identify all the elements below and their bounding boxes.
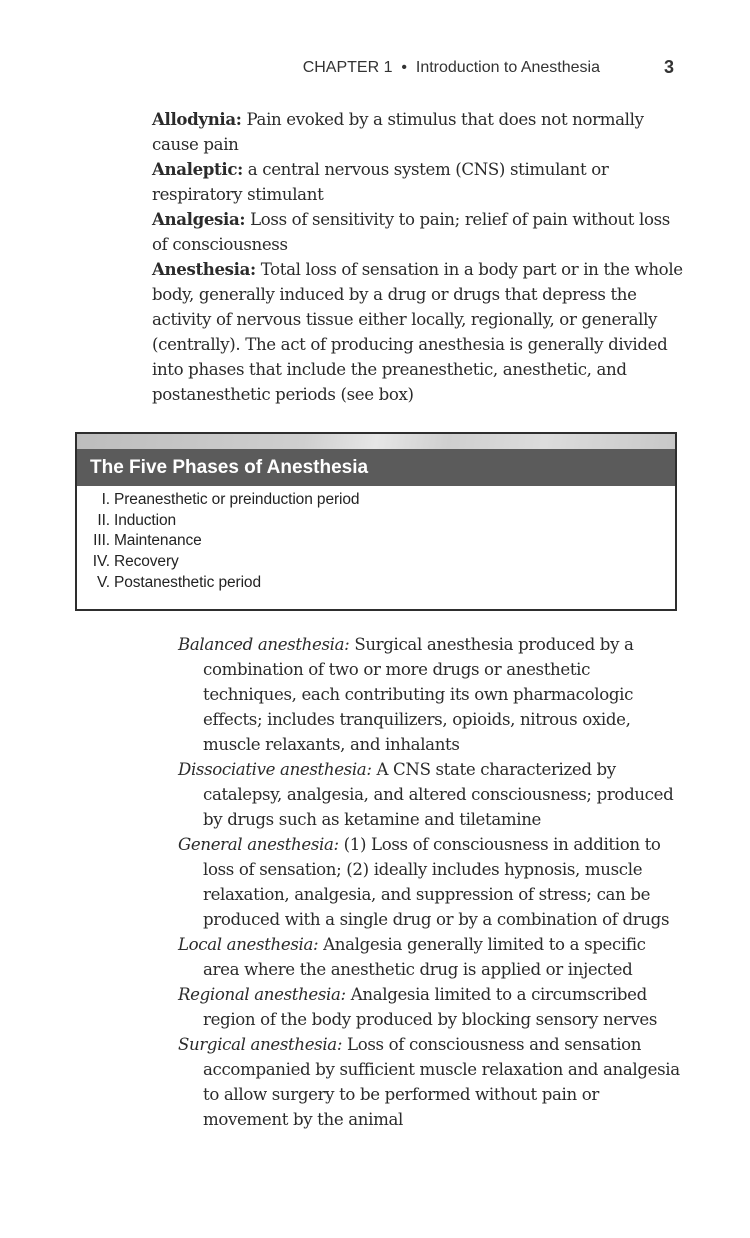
page-number: 3 xyxy=(664,57,675,77)
phase-item xyxy=(77,511,675,532)
phase-item xyxy=(77,531,675,552)
phase-item xyxy=(77,490,675,511)
phases-list xyxy=(77,490,675,594)
type-term: Balanced anesthesia: xyxy=(178,635,350,654)
definition-item xyxy=(152,207,684,257)
definition-term: Analgesia: xyxy=(152,209,246,229)
type-term: Surgical anesthesia: xyxy=(178,1035,343,1054)
phase-number: II. xyxy=(97,511,110,529)
definition-term: Anesthesia: xyxy=(152,259,256,279)
type-text: (1) Loss of consciousness in addition to loss of sensation; (2) ideally includes hypnosis, muscle relaxation, analgesia, and suppression of stress; can be produced with a single drug or by a combination of drugs xyxy=(203,835,670,929)
type-term: General anesthesia: xyxy=(178,835,339,854)
type-text: Surgical anesthesia produced by a combination of two or more drugs or anesthetic techniques, each contributing its own pharmacologic effects; includes tranquilizers, opioids, nitrous oxide, muscle relaxants, and inhalants xyxy=(203,635,634,754)
box-title: The Five Phases of Anesthesia xyxy=(77,449,675,486)
bullet-separator: • xyxy=(401,59,407,76)
phase-label: Recovery xyxy=(114,553,179,571)
phases-box xyxy=(75,432,677,611)
phase-label: Preanesthetic or preinduction period xyxy=(114,491,360,508)
type-text: Loss of consciousness and sensation accompanied by sufficient muscle relaxation and analgesia to allow surgery to be performed without pain or movement by the animal xyxy=(203,1035,680,1129)
phase-number: III. xyxy=(93,532,110,550)
type-term: Regional anesthesia: xyxy=(178,985,346,1004)
type-term: Dissociative anesthesia: xyxy=(178,760,372,779)
type-item xyxy=(178,932,683,982)
type-item xyxy=(178,982,683,1032)
definition-term: Analeptic: xyxy=(152,159,243,179)
type-text: A CNS state characterized by catalepsy, analgesia, and altered consciousness; produced by drugs such as ketamine and tiletamine xyxy=(203,760,674,829)
phase-number: I. xyxy=(101,491,110,508)
phase-number: IV. xyxy=(92,553,110,571)
type-item xyxy=(178,757,683,832)
definition-text: Total loss of sensation in a body part or in the whole body, generally induced by a drug or drugs that depress the activity of nervous tissue either locally, regionally, or generally (centrally). The act of producing anesthesia is generally divided into phases that include the preanesthetic, anesthetic, and postanesthetic periods (see box) xyxy=(152,260,683,404)
definition-item xyxy=(152,257,684,407)
definition-text: Pain evoked by a stimulus that does not normally cause pain xyxy=(152,110,644,154)
definitions-list xyxy=(152,107,684,407)
chapter-title: Introduction to Anesthesia xyxy=(415,59,600,76)
type-item xyxy=(178,632,683,757)
type-term: Local anesthesia: xyxy=(178,935,319,954)
phase-label: Induction xyxy=(114,511,177,529)
phase-item xyxy=(77,552,675,573)
type-item xyxy=(178,1032,683,1132)
chapter-label xyxy=(303,59,600,77)
phase-item xyxy=(77,573,675,594)
definition-item xyxy=(152,107,684,157)
definition-text: Loss of sensitivity to pain; relief of pain without loss of consciousness xyxy=(152,210,670,254)
running-head xyxy=(0,57,750,81)
anesthesia-types-list xyxy=(178,632,683,1132)
type-text: Analgesia limited to a circumscribed region of the body produced by blocking sensory nerves xyxy=(203,985,658,1029)
phase-number: V. xyxy=(96,573,110,591)
type-item xyxy=(178,832,683,932)
decorative-band xyxy=(77,434,675,449)
definition-term: Allodynia: xyxy=(152,109,242,129)
type-text: Analgesia generally limited to a specific area where the anesthetic drug is applied or injected xyxy=(203,935,646,979)
definition-text: a central nervous system (CNS) stimulant or respiratory stimulant xyxy=(152,160,609,204)
definition-item xyxy=(152,157,684,207)
phase-label: Maintenance xyxy=(114,532,202,550)
chapter-number: CHAPTER 1 xyxy=(302,59,393,76)
phase-label: Postanesthetic period xyxy=(114,573,261,591)
